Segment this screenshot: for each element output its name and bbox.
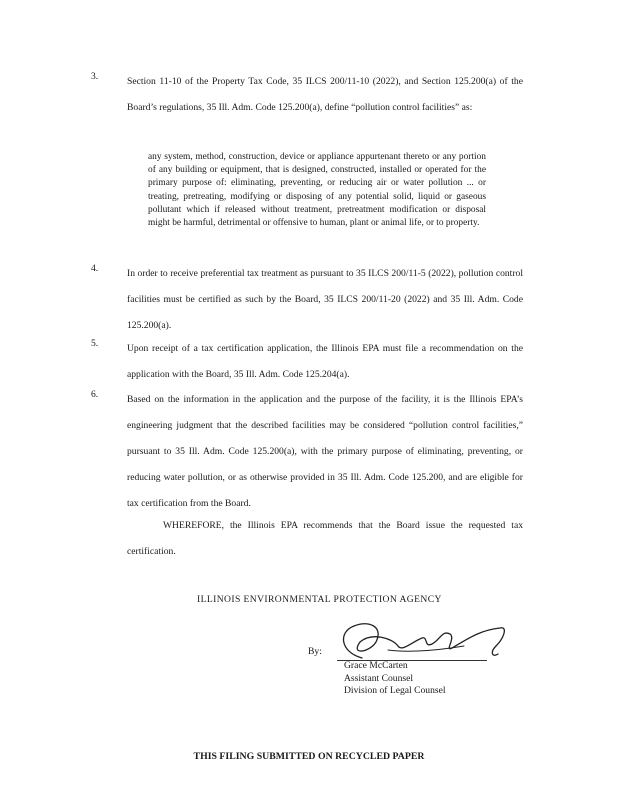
paragraph-number: 5.	[91, 338, 99, 349]
paragraph-number: 4.	[91, 263, 99, 274]
recycled-paper-footer: THIS FILING SUBMITTED ON RECYCLED PAPER	[193, 751, 425, 762]
paragraph-5	[91, 336, 523, 388]
paragraph-number: 6.	[91, 389, 99, 400]
agency-name: ILLINOIS ENVIRONMENTAL PROTECTION AGENCY	[197, 594, 442, 605]
block-quote: any system, method, construction, device or appliance appurtenant thereto or any portion of any building or equipment, that is designed, constructed, installed or operated for the primary purpose of: eliminating, preventing, or reducing air or water pollution ... or treating, pretreating, modifying or disposing of any potential solid, liquid or gaseous pollutant which if released without treatment, pretreatment modification or disposal might be harmful, detrimental or offensive to human, plant or animal life, or to property.	[148, 152, 486, 229]
paragraph-3	[91, 69, 523, 121]
paragraph-text: Upon receipt of a tax certification application, the Illinois EPA must file a recommendation on the application with the Board, 35 Ill. Adm. Code 125.204(a).	[127, 343, 523, 380]
paragraph-number: 3.	[91, 71, 99, 82]
signatory-division: Division of Legal Counsel	[344, 685, 446, 697]
paragraph-text: Based on the information in the application and the purpose of the facility, it is the Illinois EPA’s engineering judgment that the described facilities may be considered “pollution control facilities,” pursuant to 35 Ill. Adm. Code 125.200(a), with the primary purpose of eliminating, preventing, or reducing water pollution, or as otherwise provided in 35 Ill. Adm. Code 125.200, and are eligible for tax certification from the Board.	[127, 394, 523, 509]
signatory-name: Grace McCarten	[344, 660, 408, 671]
signatory-block	[344, 660, 446, 698]
paragraph-4	[91, 261, 523, 339]
signatory-title: Assistant Counsel	[344, 672, 414, 684]
paragraph-text: Section 11-10 of the Property Tax Code, 35 ILCS 200/11-10 (2022), and Section 125.200(a) of the Board’s regulations, 35 Ill. Adm. Code 125.200(a), define “pollution control facilities” as:	[127, 76, 523, 113]
paragraph-text: In order to receive preferential tax treatment as pursuant to 35 ILCS 200/11-5 (2022), pollution control facilities must be certified as such by the Board, 35 ILCS 200/11-20 (2022) and 35 Ill. Adm. Code 125.200(a).	[127, 268, 523, 331]
by-label: By:	[308, 646, 322, 657]
paragraph-6	[91, 387, 523, 517]
wherefore-clause: WHEREFORE, the Illinois EPA recommends that the Board issue the requested tax certification.	[127, 520, 523, 557]
